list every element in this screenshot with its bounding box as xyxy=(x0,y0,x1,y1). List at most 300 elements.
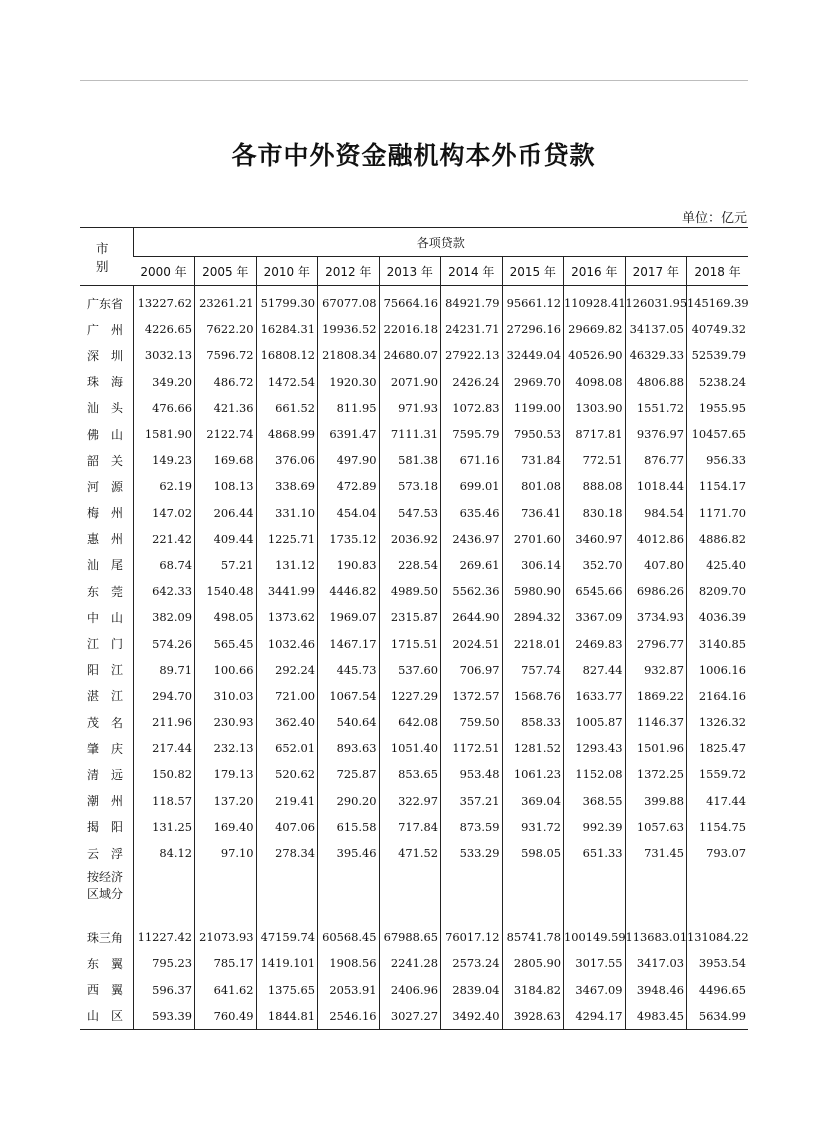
table-cell: 537.60 xyxy=(379,657,441,683)
table-cell: 421.36 xyxy=(195,395,257,421)
table-cell: 108.13 xyxy=(195,473,257,499)
table-cell: 2969.70 xyxy=(502,369,564,395)
table-cell: 7595.79 xyxy=(441,421,503,447)
table-cell: 11227.42 xyxy=(133,924,195,950)
table-row xyxy=(80,709,748,735)
table-cell: 992.39 xyxy=(564,814,626,840)
year-header: 2000 年 xyxy=(133,257,195,286)
table-cell: 498.05 xyxy=(195,604,257,630)
empty-cell xyxy=(502,866,564,924)
table-cell: 1735.12 xyxy=(318,526,380,552)
table-cell: 1501.96 xyxy=(625,735,687,761)
table-row xyxy=(80,500,748,526)
table-cell: 3027.27 xyxy=(379,1003,441,1030)
row-label: 中 山 xyxy=(87,610,124,625)
table-cell: 873.59 xyxy=(441,814,503,840)
table-cell: 118.57 xyxy=(133,788,195,814)
table-cell: 331.10 xyxy=(256,500,318,526)
top-rule xyxy=(80,80,748,81)
table-cell: 4446.82 xyxy=(318,578,380,604)
table-cell: 110928.41 xyxy=(564,286,626,317)
table-cell: 407.80 xyxy=(625,552,687,578)
table-cell: 3467.09 xyxy=(564,977,626,1003)
table-cell: 95661.12 xyxy=(502,286,564,317)
year-header-row xyxy=(80,257,748,286)
table-row xyxy=(80,630,748,656)
row-label: 广 州 xyxy=(87,322,124,337)
table-cell: 1825.47 xyxy=(687,735,749,761)
table-cell: 7111.31 xyxy=(379,421,441,447)
section-row xyxy=(80,866,748,924)
table-cell: 19936.52 xyxy=(318,316,380,342)
table-cell: 2839.04 xyxy=(441,977,503,1003)
table-cell: 1072.83 xyxy=(441,395,503,421)
table-cell: 956.33 xyxy=(687,447,749,473)
table-cell: 454.04 xyxy=(318,500,380,526)
table-cell: 1154.75 xyxy=(687,814,749,840)
table-cell: 581.38 xyxy=(379,447,441,473)
table-cell: 228.54 xyxy=(379,552,441,578)
section-label-line: 按经济 xyxy=(87,870,124,885)
table-cell: 294.70 xyxy=(133,683,195,709)
table-cell: 953.48 xyxy=(441,761,503,787)
table-cell: 2436.97 xyxy=(441,526,503,552)
year-header: 2010 年 xyxy=(256,257,318,286)
table-row xyxy=(80,473,748,499)
table-cell: 131.12 xyxy=(256,552,318,578)
table-cell: 21073.93 xyxy=(195,924,257,950)
table-cell: 6545.66 xyxy=(564,578,626,604)
table-cell: 3367.09 xyxy=(564,604,626,630)
table-cell: 853.65 xyxy=(379,761,441,787)
row-label: 云 浮 xyxy=(87,846,124,861)
table-cell: 785.17 xyxy=(195,950,257,976)
table-cell: 100149.59 xyxy=(564,924,626,950)
year-header: 2017 年 xyxy=(625,257,687,286)
table-cell: 169.40 xyxy=(195,814,257,840)
row-label: 东 翼 xyxy=(87,956,124,971)
table-cell: 7596.72 xyxy=(195,342,257,368)
table-cell: 217.44 xyxy=(133,735,195,761)
table-row xyxy=(80,578,748,604)
table-cell: 52539.79 xyxy=(687,342,749,368)
table-cell: 2894.32 xyxy=(502,604,564,630)
table-cell: 2164.16 xyxy=(687,683,749,709)
table-cell: 1067.54 xyxy=(318,683,380,709)
table-cell: 2796.77 xyxy=(625,630,687,656)
table-row xyxy=(80,1003,748,1030)
table-cell: 652.01 xyxy=(256,735,318,761)
row-label: 茂 名 xyxy=(87,715,124,730)
table-cell: 1051.40 xyxy=(379,735,441,761)
table-cell: 395.46 xyxy=(318,840,380,866)
table-cell: 731.84 xyxy=(502,447,564,473)
table-cell: 4226.65 xyxy=(133,316,195,342)
row-label: 惠 州 xyxy=(87,532,124,547)
table-cell: 1281.52 xyxy=(502,735,564,761)
table-cell: 1715.51 xyxy=(379,630,441,656)
empty-cell xyxy=(687,866,749,924)
table-cell: 60568.45 xyxy=(318,924,380,950)
table-cell: 382.09 xyxy=(133,604,195,630)
table-cell: 89.71 xyxy=(133,657,195,683)
table-cell: 642.33 xyxy=(133,578,195,604)
table-cell: 113683.01 xyxy=(625,924,687,950)
empty-cell xyxy=(441,866,503,924)
table-cell: 540.64 xyxy=(318,709,380,735)
table-row xyxy=(80,526,748,552)
table-cell: 8717.81 xyxy=(564,421,626,447)
row-label: 珠 海 xyxy=(87,375,124,390)
table-cell: 1146.37 xyxy=(625,709,687,735)
table-cell: 893.63 xyxy=(318,735,380,761)
table-cell: 1467.17 xyxy=(318,630,380,656)
table-cell: 1061.23 xyxy=(502,761,564,787)
table-cell: 5980.90 xyxy=(502,578,564,604)
unit-label: 单位：亿元 xyxy=(681,211,747,226)
table-cell: 3948.46 xyxy=(625,977,687,1003)
table-cell: 1568.76 xyxy=(502,683,564,709)
table-cell: 830.18 xyxy=(564,500,626,526)
table-cell: 1372.25 xyxy=(625,761,687,787)
table-cell: 362.40 xyxy=(256,709,318,735)
table-cell: 2315.87 xyxy=(379,604,441,630)
table-cell: 68.74 xyxy=(133,552,195,578)
table-cell: 2071.90 xyxy=(379,369,441,395)
table-cell: 76017.12 xyxy=(441,924,503,950)
table-cell: 67988.65 xyxy=(379,924,441,950)
table-cell: 4012.86 xyxy=(625,526,687,552)
table-cell: 721.00 xyxy=(256,683,318,709)
row-label: 潮 州 xyxy=(87,794,124,809)
table-cell: 232.13 xyxy=(195,735,257,761)
empty-cell xyxy=(133,866,195,924)
section-label xyxy=(80,866,133,924)
table-row xyxy=(80,977,748,1003)
empty-cell xyxy=(256,866,318,924)
table-cell: 757.74 xyxy=(502,657,564,683)
table-cell: 1172.51 xyxy=(441,735,503,761)
table-cell: 3734.93 xyxy=(625,604,687,630)
table-cell: 149.23 xyxy=(133,447,195,473)
table-cell: 190.83 xyxy=(318,552,380,578)
row-label: 深 圳 xyxy=(87,348,124,363)
table-cell: 137.20 xyxy=(195,788,257,814)
table-cell: 3417.03 xyxy=(625,950,687,976)
table-cell: 931.72 xyxy=(502,814,564,840)
table-cell: 23261.21 xyxy=(195,286,257,317)
table-cell: 27922.13 xyxy=(441,342,503,368)
page-title: 各市中外资金融机构本外币贷款 xyxy=(231,141,596,170)
table-cell: 47159.74 xyxy=(256,924,318,950)
table-cell: 2469.83 xyxy=(564,630,626,656)
table-cell: 1006.16 xyxy=(687,657,749,683)
table-cell: 801.08 xyxy=(502,473,564,499)
row-label: 汕 尾 xyxy=(87,558,124,573)
row-label: 广东省 xyxy=(87,296,124,311)
table-cell: 725.87 xyxy=(318,761,380,787)
empty-cell xyxy=(195,866,257,924)
table-row xyxy=(80,840,748,866)
table-cell: 3184.82 xyxy=(502,977,564,1003)
table-cell: 3928.63 xyxy=(502,1003,564,1030)
table-cell: 2546.16 xyxy=(318,1003,380,1030)
table-cell: 409.44 xyxy=(195,526,257,552)
table-cell: 2573.24 xyxy=(441,950,503,976)
table-row xyxy=(80,316,748,342)
row-label: 韶 关 xyxy=(87,453,124,468)
year-header: 2005 年 xyxy=(195,257,257,286)
table-cell: 221.42 xyxy=(133,526,195,552)
table-cell: 357.21 xyxy=(441,788,503,814)
loans-group-header: 各项贷款 xyxy=(133,228,748,257)
table-cell: 7622.20 xyxy=(195,316,257,342)
table-cell: 1540.48 xyxy=(195,578,257,604)
table-row xyxy=(80,761,748,787)
table-cell: 57.21 xyxy=(195,552,257,578)
table-cell: 4036.39 xyxy=(687,604,749,630)
table-cell: 24231.71 xyxy=(441,316,503,342)
table-cell: 1920.30 xyxy=(318,369,380,395)
table-cell: 32449.04 xyxy=(502,342,564,368)
table-cell: 3953.54 xyxy=(687,950,749,976)
table-cell: 4496.65 xyxy=(687,977,749,1003)
table-cell: 22016.18 xyxy=(379,316,441,342)
table-cell: 131.25 xyxy=(133,814,195,840)
table-cell: 3441.99 xyxy=(256,578,318,604)
table-cell: 520.62 xyxy=(256,761,318,787)
table-cell: 3017.55 xyxy=(564,950,626,976)
table-cell: 971.93 xyxy=(379,395,441,421)
table-cell: 4098.08 xyxy=(564,369,626,395)
table-cell: 932.87 xyxy=(625,657,687,683)
table-cell: 642.08 xyxy=(379,709,441,735)
table-row xyxy=(80,604,748,630)
table-cell: 471.52 xyxy=(379,840,441,866)
row-label: 汕 头 xyxy=(87,401,124,416)
table-cell: 310.03 xyxy=(195,683,257,709)
table-cell: 1472.54 xyxy=(256,369,318,395)
table-cell: 21808.34 xyxy=(318,342,380,368)
table-cell: 772.51 xyxy=(564,447,626,473)
table-cell: 497.90 xyxy=(318,447,380,473)
table-cell: 40526.90 xyxy=(564,342,626,368)
table-cell: 472.89 xyxy=(318,473,380,499)
table-cell: 84.12 xyxy=(133,840,195,866)
table-cell: 1372.57 xyxy=(441,683,503,709)
table-cell: 486.72 xyxy=(195,369,257,395)
table-cell: 407.06 xyxy=(256,814,318,840)
table-cell: 306.14 xyxy=(502,552,564,578)
table-row xyxy=(80,788,748,814)
table-cell: 85741.78 xyxy=(502,924,564,950)
year-header: 2014 年 xyxy=(441,257,503,286)
table-cell: 10457.65 xyxy=(687,421,749,447)
table-cell: 1303.90 xyxy=(564,395,626,421)
table-cell: 1154.17 xyxy=(687,473,749,499)
table-cell: 984.54 xyxy=(625,500,687,526)
row-label: 河 源 xyxy=(87,479,124,494)
table-cell: 1633.77 xyxy=(564,683,626,709)
table-cell: 888.08 xyxy=(564,473,626,499)
table-cell: 759.50 xyxy=(441,709,503,735)
table-cell: 29669.82 xyxy=(564,316,626,342)
table-cell: 417.44 xyxy=(687,788,749,814)
table-cell: 876.77 xyxy=(625,447,687,473)
table-cell: 24680.07 xyxy=(379,342,441,368)
table-cell: 1419.101 xyxy=(256,950,318,976)
table-cell: 278.34 xyxy=(256,840,318,866)
table-cell: 4868.99 xyxy=(256,421,318,447)
table-cell: 368.55 xyxy=(564,788,626,814)
table-cell: 3492.40 xyxy=(441,1003,503,1030)
table-cell: 292.24 xyxy=(256,657,318,683)
table-cell: 97.10 xyxy=(195,840,257,866)
table-cell: 269.61 xyxy=(441,552,503,578)
table-cell: 5238.24 xyxy=(687,369,749,395)
table-row xyxy=(80,814,748,840)
table-cell: 1326.32 xyxy=(687,709,749,735)
empty-cell xyxy=(379,866,441,924)
table-cell: 827.44 xyxy=(564,657,626,683)
table-cell: 51799.30 xyxy=(256,286,318,317)
table-cell: 6986.26 xyxy=(625,578,687,604)
row-label: 东 莞 xyxy=(87,584,124,599)
table-cell: 651.33 xyxy=(564,840,626,866)
year-header: 2012 年 xyxy=(318,257,380,286)
table-row xyxy=(80,950,748,976)
table-cell: 793.07 xyxy=(687,840,749,866)
table-cell: 369.04 xyxy=(502,788,564,814)
table-cell: 699.01 xyxy=(441,473,503,499)
table-cell: 4806.88 xyxy=(625,369,687,395)
table-cell: 476.66 xyxy=(133,395,195,421)
table-cell: 574.26 xyxy=(133,630,195,656)
table-cell: 67077.08 xyxy=(318,286,380,317)
table-cell: 1293.43 xyxy=(564,735,626,761)
row-label: 梅 州 xyxy=(87,506,124,521)
table-cell: 547.53 xyxy=(379,500,441,526)
table-cell: 661.52 xyxy=(256,395,318,421)
table-cell: 1005.87 xyxy=(564,709,626,735)
section-label-line: 区域分 xyxy=(87,887,124,902)
row-label: 佛 山 xyxy=(87,427,124,442)
table-cell: 179.13 xyxy=(195,761,257,787)
empty-cell xyxy=(625,866,687,924)
table-row xyxy=(80,683,748,709)
row-label: 山 区 xyxy=(80,1003,133,1030)
table-cell: 858.33 xyxy=(502,709,564,735)
table-cell: 1969.07 xyxy=(318,604,380,630)
table-cell: 598.05 xyxy=(502,840,564,866)
table-cell: 2805.90 xyxy=(502,950,564,976)
table-row xyxy=(80,286,748,317)
table-cell: 34137.05 xyxy=(625,316,687,342)
table-cell: 46329.33 xyxy=(625,342,687,368)
table-cell: 290.20 xyxy=(318,788,380,814)
table-cell: 1199.00 xyxy=(502,395,564,421)
table-cell: 2053.91 xyxy=(318,977,380,1003)
table-cell: 445.73 xyxy=(318,657,380,683)
table-cell: 322.97 xyxy=(379,788,441,814)
table-cell: 219.41 xyxy=(256,788,318,814)
table-cell: 62.19 xyxy=(133,473,195,499)
table-row xyxy=(80,924,748,950)
table-row xyxy=(80,369,748,395)
row-label: 江 门 xyxy=(87,637,124,652)
table-cell: 2218.01 xyxy=(502,630,564,656)
table-cell: 3460.97 xyxy=(564,526,626,552)
row-label: 清 远 xyxy=(87,767,124,782)
table-cell: 1018.44 xyxy=(625,473,687,499)
year-header: 2016 年 xyxy=(564,257,626,286)
table-cell: 2701.60 xyxy=(502,526,564,552)
table-cell: 4989.50 xyxy=(379,578,441,604)
empty-cell xyxy=(318,866,380,924)
table-cell: 1152.08 xyxy=(564,761,626,787)
table-cell: 1225.71 xyxy=(256,526,318,552)
row-label: 揭 阳 xyxy=(87,820,124,835)
table-cell: 75664.16 xyxy=(379,286,441,317)
table-cell: 399.88 xyxy=(625,788,687,814)
table-row xyxy=(80,395,748,421)
table-body xyxy=(80,286,748,1030)
table-cell: 4294.17 xyxy=(564,1003,626,1030)
table-cell: 811.95 xyxy=(318,395,380,421)
table-cell: 169.68 xyxy=(195,447,257,473)
table-cell: 1373.62 xyxy=(256,604,318,630)
table-row xyxy=(80,657,748,683)
table-cell: 40749.32 xyxy=(687,316,749,342)
table-cell: 7950.53 xyxy=(502,421,564,447)
row-label: 阳 江 xyxy=(87,663,124,678)
table-cell: 145169.39 xyxy=(687,286,749,317)
year-header: 2015 年 xyxy=(502,257,564,286)
table-cell: 8209.70 xyxy=(687,578,749,604)
table-cell: 795.23 xyxy=(133,950,195,976)
table-cell: 100.66 xyxy=(195,657,257,683)
table-cell: 6391.47 xyxy=(318,421,380,447)
table-cell: 3140.85 xyxy=(687,630,749,656)
year-header: 2013 年 xyxy=(379,257,441,286)
table-cell: 13227.62 xyxy=(133,286,195,317)
table-cell: 2241.28 xyxy=(379,950,441,976)
table-cell: 615.58 xyxy=(318,814,380,840)
loan-table xyxy=(80,227,748,1030)
table-cell: 131084.22 xyxy=(687,924,749,950)
empty-cell xyxy=(564,866,626,924)
row-label: 珠三角 xyxy=(87,930,124,945)
table-cell: 565.45 xyxy=(195,630,257,656)
table-cell: 150.82 xyxy=(133,761,195,787)
table-cell: 9376.97 xyxy=(625,421,687,447)
table-cell: 126031.95 xyxy=(625,286,687,317)
table-cell: 593.39 xyxy=(133,1003,195,1030)
table-cell: 5562.36 xyxy=(441,578,503,604)
table-cell: 1032.46 xyxy=(256,630,318,656)
table-cell: 635.46 xyxy=(441,500,503,526)
table-cell: 4886.82 xyxy=(687,526,749,552)
table-cell: 1844.81 xyxy=(256,1003,318,1030)
table-cell: 376.06 xyxy=(256,447,318,473)
table-cell: 27296.16 xyxy=(502,316,564,342)
year-header: 2018 年 xyxy=(687,257,749,286)
table-cell: 211.96 xyxy=(133,709,195,735)
table-cell: 1057.63 xyxy=(625,814,687,840)
row-label: 肇 庆 xyxy=(87,741,124,756)
table-cell: 84921.79 xyxy=(441,286,503,317)
city-column-header: 市 别 xyxy=(80,228,133,286)
